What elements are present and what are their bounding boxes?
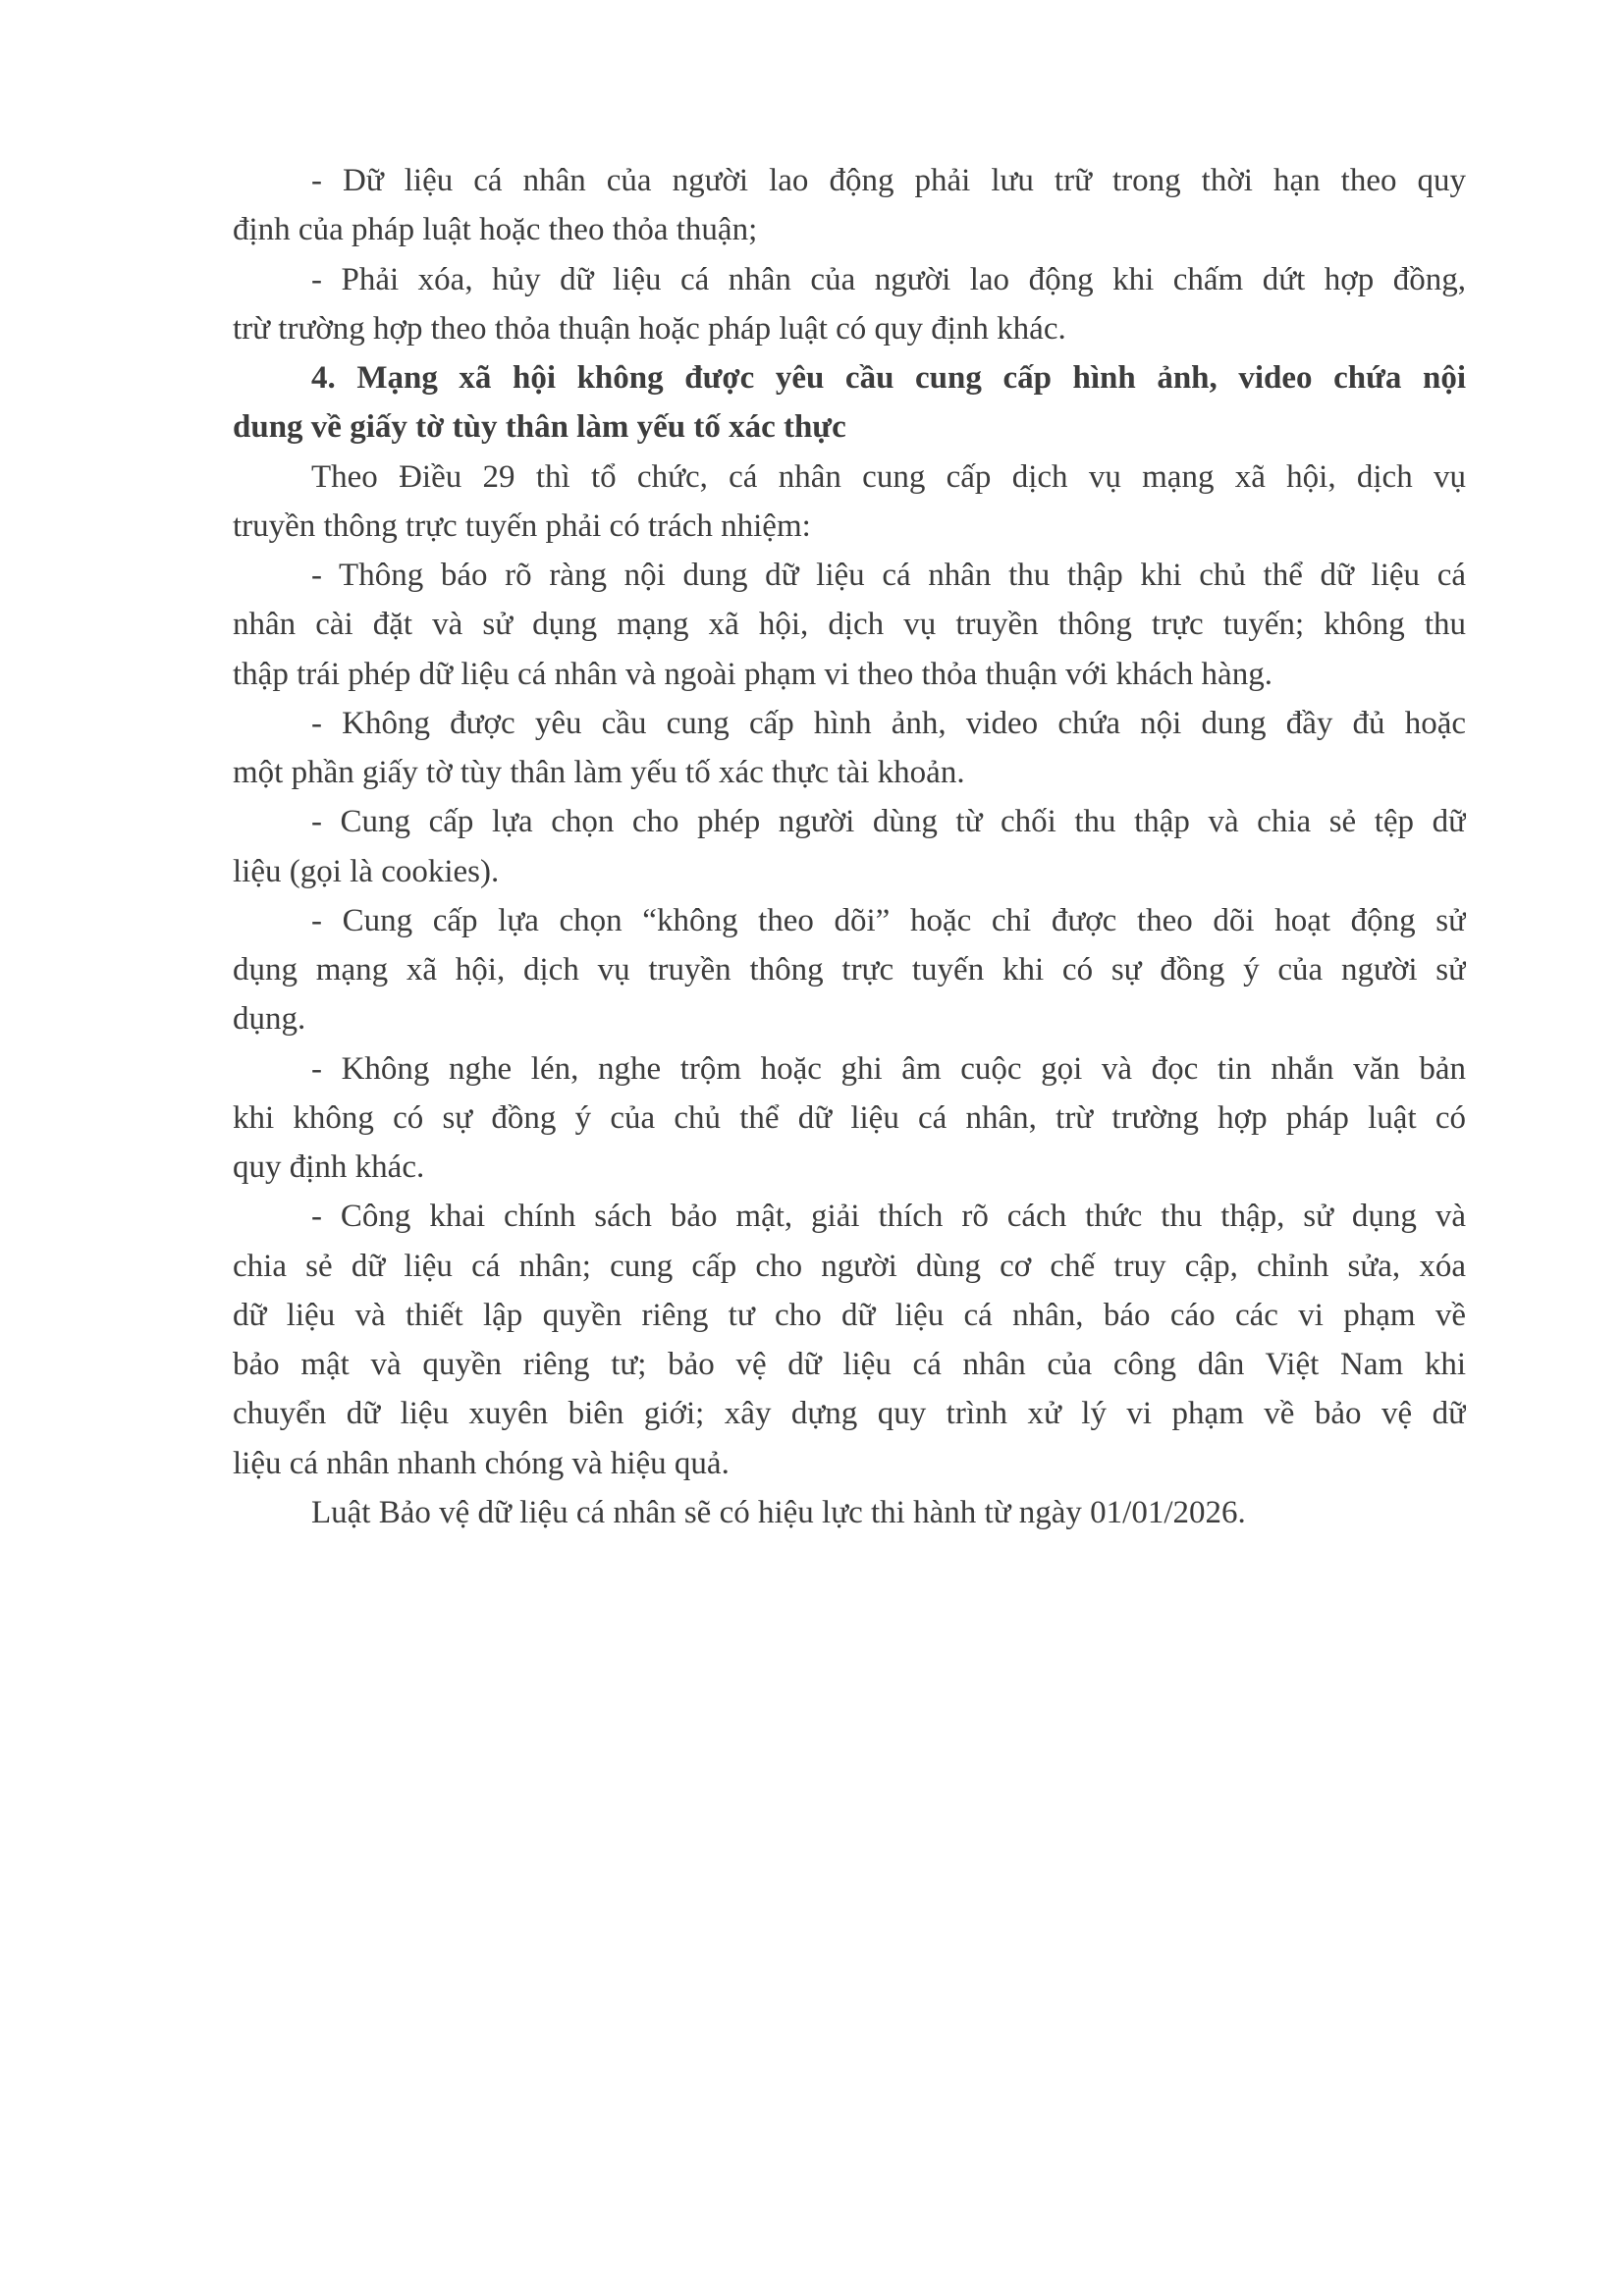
text-line: - Cung cấp lựa chọn cho phép người dùng từ chối thu thập và chia sẻ tệp dữ bbox=[311, 804, 1466, 840]
text-line: định của pháp luật hoặc theo thỏa thuận; bbox=[233, 212, 758, 248]
paragraph-employee-data-retention bbox=[233, 156, 1466, 255]
paragraph-effective-date bbox=[233, 1488, 1466, 1537]
text-line: - Cung cấp lựa chọn “không theo dõi” hoặc chỉ được theo dõi hoạt động sử bbox=[311, 902, 1466, 938]
document-body bbox=[233, 156, 1466, 1537]
text-line: liệu cá nhân nhanh chóng và hiệu quả. bbox=[233, 1445, 730, 1481]
text-line: chuyển dữ liệu xuyên biên giới; xây dựng quy trình xử lý vi phạm về bảo vệ dữ bbox=[233, 1396, 1466, 1432]
paragraph-notify-data-collection bbox=[233, 551, 1466, 699]
paragraph-do-not-track bbox=[233, 896, 1466, 1044]
paragraph-employee-data-deletion bbox=[233, 255, 1466, 354]
text-line: nhân cài đặt và sử dụng mạng xã hội, dịch vụ truyền thông trực tuyến; không thu bbox=[233, 607, 1466, 643]
text-line: Theo Điều 29 thì tổ chức, cá nhân cung cấp dịch vụ mạng xã hội, dịch vụ bbox=[311, 458, 1466, 495]
heading-line: dung về giấy tờ tùy thân làm yếu tố xác thực bbox=[233, 409, 846, 446]
text-line: - Phải xóa, hủy dữ liệu cá nhân của người lao động khi chấm dứt hợp đồng, bbox=[311, 261, 1466, 297]
text-line: - Thông báo rõ ràng nội dung dữ liệu cá nhân thu thập khi chủ thể dữ liệu cá bbox=[311, 558, 1466, 593]
section-heading-4 bbox=[233, 353, 1466, 453]
text-line: - Không được yêu cầu cung cấp hình ảnh, video chứa nội dung đầy đủ hoặc bbox=[311, 705, 1466, 741]
text-line: chia sẻ dữ liệu cá nhân; cung cấp cho người dùng cơ chế truy cập, chỉnh sửa, xóa bbox=[233, 1248, 1466, 1284]
paragraph-cookies-option bbox=[233, 797, 1466, 896]
text-line: một phần giấy tờ tùy thân làm yếu tố xác thực tài khoản. bbox=[233, 755, 965, 790]
text-line: dữ liệu và thiết lập quyền riêng tư cho dữ liệu cá nhân, báo cáo các vi phạm về bbox=[233, 1297, 1466, 1333]
text-line: - Công khai chính sách bảo mật, giải thích rõ cách thức thu thập, sử dụng và bbox=[311, 1199, 1466, 1235]
text-line: dụng mạng xã hội, dịch vụ truyền thông trực tuyến khi có sự đồng ý của người sử bbox=[233, 952, 1466, 988]
paragraph-no-eavesdropping bbox=[233, 1044, 1466, 1193]
text-line: bảo mật và quyền riêng tư; bảo vệ dữ liệu cá nhân của công dân Việt Nam khi bbox=[233, 1347, 1466, 1382]
text-line: truyền thông trực tuyến phải có trách nhiệm: bbox=[233, 507, 811, 544]
text-line: trừ trường hợp theo thỏa thuận hoặc pháp luật có quy định khác. bbox=[233, 310, 1066, 347]
text-line: thập trái phép dữ liệu cá nhân và ngoài phạm vi theo thỏa thuận với khách hàng. bbox=[233, 656, 1272, 692]
text-line: - Dữ liệu cá nhân của người lao động phải lưu trữ trong thời hạn theo quy bbox=[311, 163, 1466, 198]
heading-line: 4. Mạng xã hội không được yêu cầu cung cấp hình ảnh, video chứa nội bbox=[311, 360, 1466, 396]
text-line: Luật Bảo vệ dữ liệu cá nhân sẽ có hiệu lực thi hành từ ngày 01/01/2026. bbox=[311, 1494, 1246, 1530]
text-line: khi không có sự đồng ý của chủ thể dữ liệu cá nhân, trừ trường hợp pháp luật có bbox=[233, 1099, 1466, 1136]
paragraph-article-29-intro bbox=[233, 453, 1466, 552]
paragraph-no-id-images bbox=[233, 699, 1466, 798]
text-line: quy định khác. bbox=[233, 1149, 425, 1185]
text-line: - Không nghe lén, nghe trộm hoặc ghi âm cuộc gọi và đọc tin nhắn văn bản bbox=[311, 1050, 1466, 1087]
paragraph-privacy-policy bbox=[233, 1192, 1466, 1488]
text-line: dụng. bbox=[233, 1001, 306, 1038]
text-line: liệu (gọi là cookies). bbox=[233, 853, 500, 889]
